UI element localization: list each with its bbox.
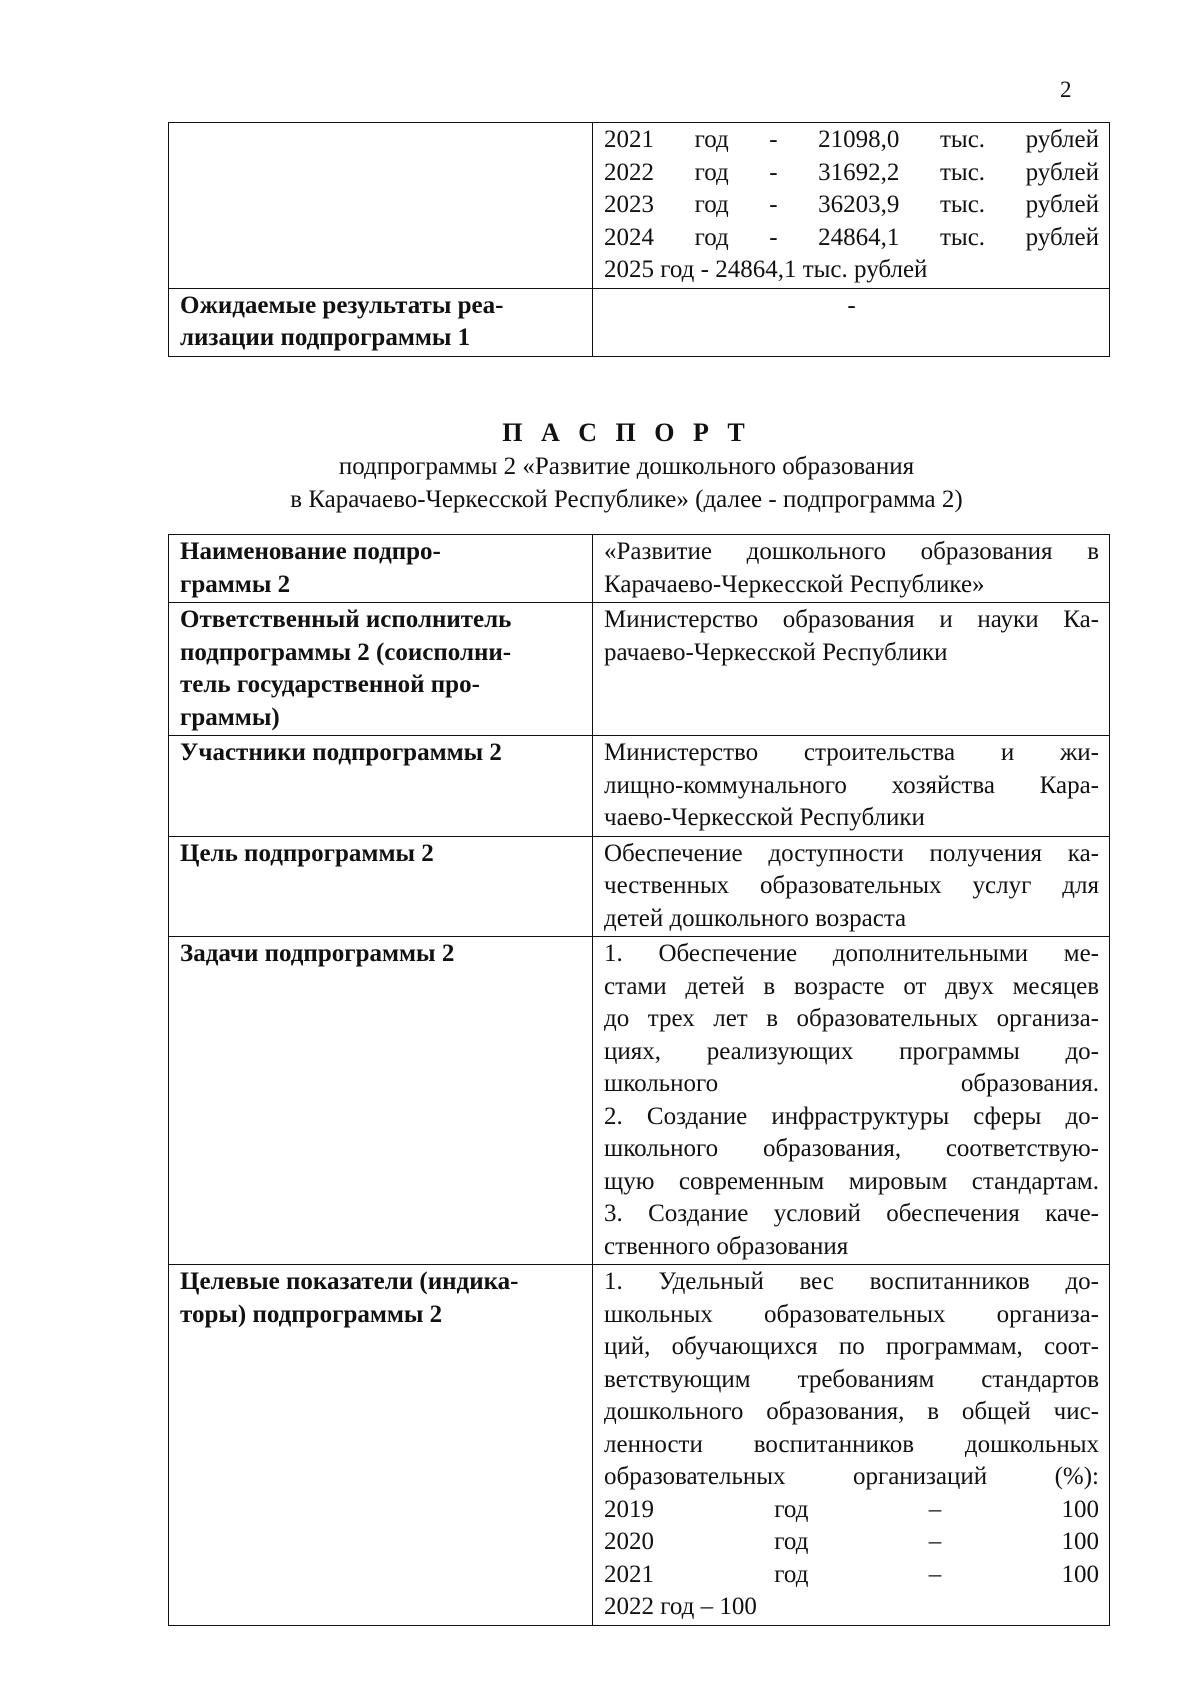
value-line: чаево-Черкесской Республики	[604, 804, 925, 831]
value-line: 2024 год - 24864,1 тыс. рублей	[604, 223, 1099, 251]
value-line: ленности воспитанников дошкольных	[604, 1430, 1099, 1458]
row-label-cell	[169, 603, 593, 736]
row-value-cell	[593, 535, 1110, 603]
value-line: циях, реализующих программы до-	[604, 1037, 1099, 1065]
value-line: 2019 год – 100	[604, 1495, 1099, 1523]
row-value-cell	[593, 603, 1110, 736]
value-line: 1. Обеспечение дополнительными ме-	[604, 940, 1099, 967]
table-row	[169, 288, 1110, 356]
value-line: 2020 год – 100	[604, 1528, 1099, 1555]
label-line: Ожидаемые результаты реа-	[180, 291, 504, 319]
value-line: лищно-коммунального хозяйства Кара-	[604, 771, 1099, 799]
value-line: ций, обучающихся по программам, соот-	[604, 1333, 1099, 1360]
label-line: Цель подпрограммы 2	[180, 839, 434, 867]
value-line: образовательных организаций (%):	[604, 1463, 1099, 1490]
label-line: Наименование подпро-	[180, 538, 441, 565]
label-line: граммы 2	[180, 570, 291, 598]
passport-title: П А С П О Р Т	[502, 418, 751, 447]
value-line: школьного образования.	[604, 1070, 1099, 1097]
value-line: ственного образования	[604, 1232, 849, 1260]
table-row	[169, 736, 1110, 837]
value-line: 2023 год - 36203,9 тыс. рублей	[604, 191, 1099, 218]
passport-table-body	[169, 535, 1110, 1626]
row-value-cell	[593, 123, 1110, 289]
value-line: школьных образовательных организа-	[604, 1300, 1099, 1328]
passport-table	[168, 534, 1110, 1626]
label-line: граммы)	[180, 703, 280, 731]
table-row	[169, 1265, 1110, 1626]
row-label-cell	[169, 535, 593, 603]
row-label-cell	[169, 1265, 593, 1626]
funding-table-body	[169, 123, 1110, 357]
label-line: тель государственной про-	[180, 671, 480, 698]
row-label-cell	[169, 123, 593, 289]
label-line: лизации подпрограммы 1	[180, 324, 471, 351]
value-line: 2021 год – 100	[604, 1560, 1099, 1588]
page-number: 2	[1060, 77, 1072, 102]
value-line: детей дошкольного возраста	[604, 904, 907, 932]
value-line: «Развитие дошкольного образования в	[604, 538, 1099, 565]
row-value-cell	[593, 288, 1110, 356]
table-row	[169, 123, 1110, 289]
value-line: Министерство образования и науки Ка-	[604, 606, 1099, 633]
value-line: Министерство строительства и жи-	[604, 739, 1099, 766]
passport-subtitle-line-2: в Карачаево-Черкесской Республике» (далее - подпрограмма 2)	[290, 486, 963, 513]
table-row	[169, 937, 1110, 1265]
value-line: 1. Удельный вес воспитанников до-	[604, 1268, 1099, 1295]
row-value-cell	[593, 836, 1110, 937]
row-value-cell	[593, 937, 1110, 1265]
value-line: чественных образовательных услуг для	[604, 872, 1099, 899]
row-label-cell	[169, 937, 593, 1265]
label-line: Целевые показатели (индика-	[180, 1268, 519, 1295]
value-line: -	[847, 291, 856, 319]
value-line: дошкольного образования, в общей чис-	[604, 1398, 1099, 1425]
row-label-cell	[169, 736, 593, 837]
value-line: рачаево-Черкесской Республики	[604, 638, 948, 666]
label-line: подпрограммы 2 (соисполни-	[180, 638, 512, 666]
value-line: 2022 год - 31692,2 тыс. рублей	[604, 158, 1099, 186]
value-line: щую современным мировым стандартам.	[604, 1167, 1099, 1195]
value-line: стами детей в возрасте от двух месяцев	[604, 972, 1099, 1000]
row-value-cell	[593, 736, 1110, 837]
value-line: 2. Создание инфраструктуры сферы до-	[604, 1102, 1099, 1130]
value-line: 2021 год - 21098,0 тыс. рублей	[604, 126, 1099, 153]
value-line: ветствующим требованиям стандартов	[604, 1365, 1099, 1393]
row-label-cell	[169, 836, 593, 937]
value-line: Обеспечение доступности получения ка-	[604, 839, 1099, 867]
funding-table	[168, 122, 1110, 357]
table-row	[169, 603, 1110, 736]
value-line: 3. Создание условий обеспечения каче-	[604, 1200, 1099, 1227]
label-line: Ответственный исполнитель	[180, 606, 512, 633]
label-line: Задачи подпрограммы 2	[180, 940, 455, 967]
value-line: школьного образования, соответствую-	[604, 1135, 1099, 1162]
passport-subtitle-line-1: подпрограммы 2 «Развитие дошкольного образования	[338, 453, 915, 480]
value-line: 2022 год – 100	[604, 1593, 757, 1620]
value-line: Карачаево-Черкесской Республике»	[604, 570, 985, 598]
label-line: Участники подпрограммы 2	[180, 739, 502, 766]
label-line: торы) подпрограммы 2	[180, 1300, 443, 1328]
passport-heading	[168, 416, 1085, 516]
row-value-cell	[593, 1265, 1110, 1626]
table-row	[169, 836, 1110, 937]
table-row	[169, 535, 1110, 603]
value-line: до трех лет в образовательных организа-	[604, 1005, 1099, 1032]
row-label-cell	[169, 288, 593, 356]
value-line: 2025 год - 24864,1 тыс. рублей	[604, 256, 928, 283]
